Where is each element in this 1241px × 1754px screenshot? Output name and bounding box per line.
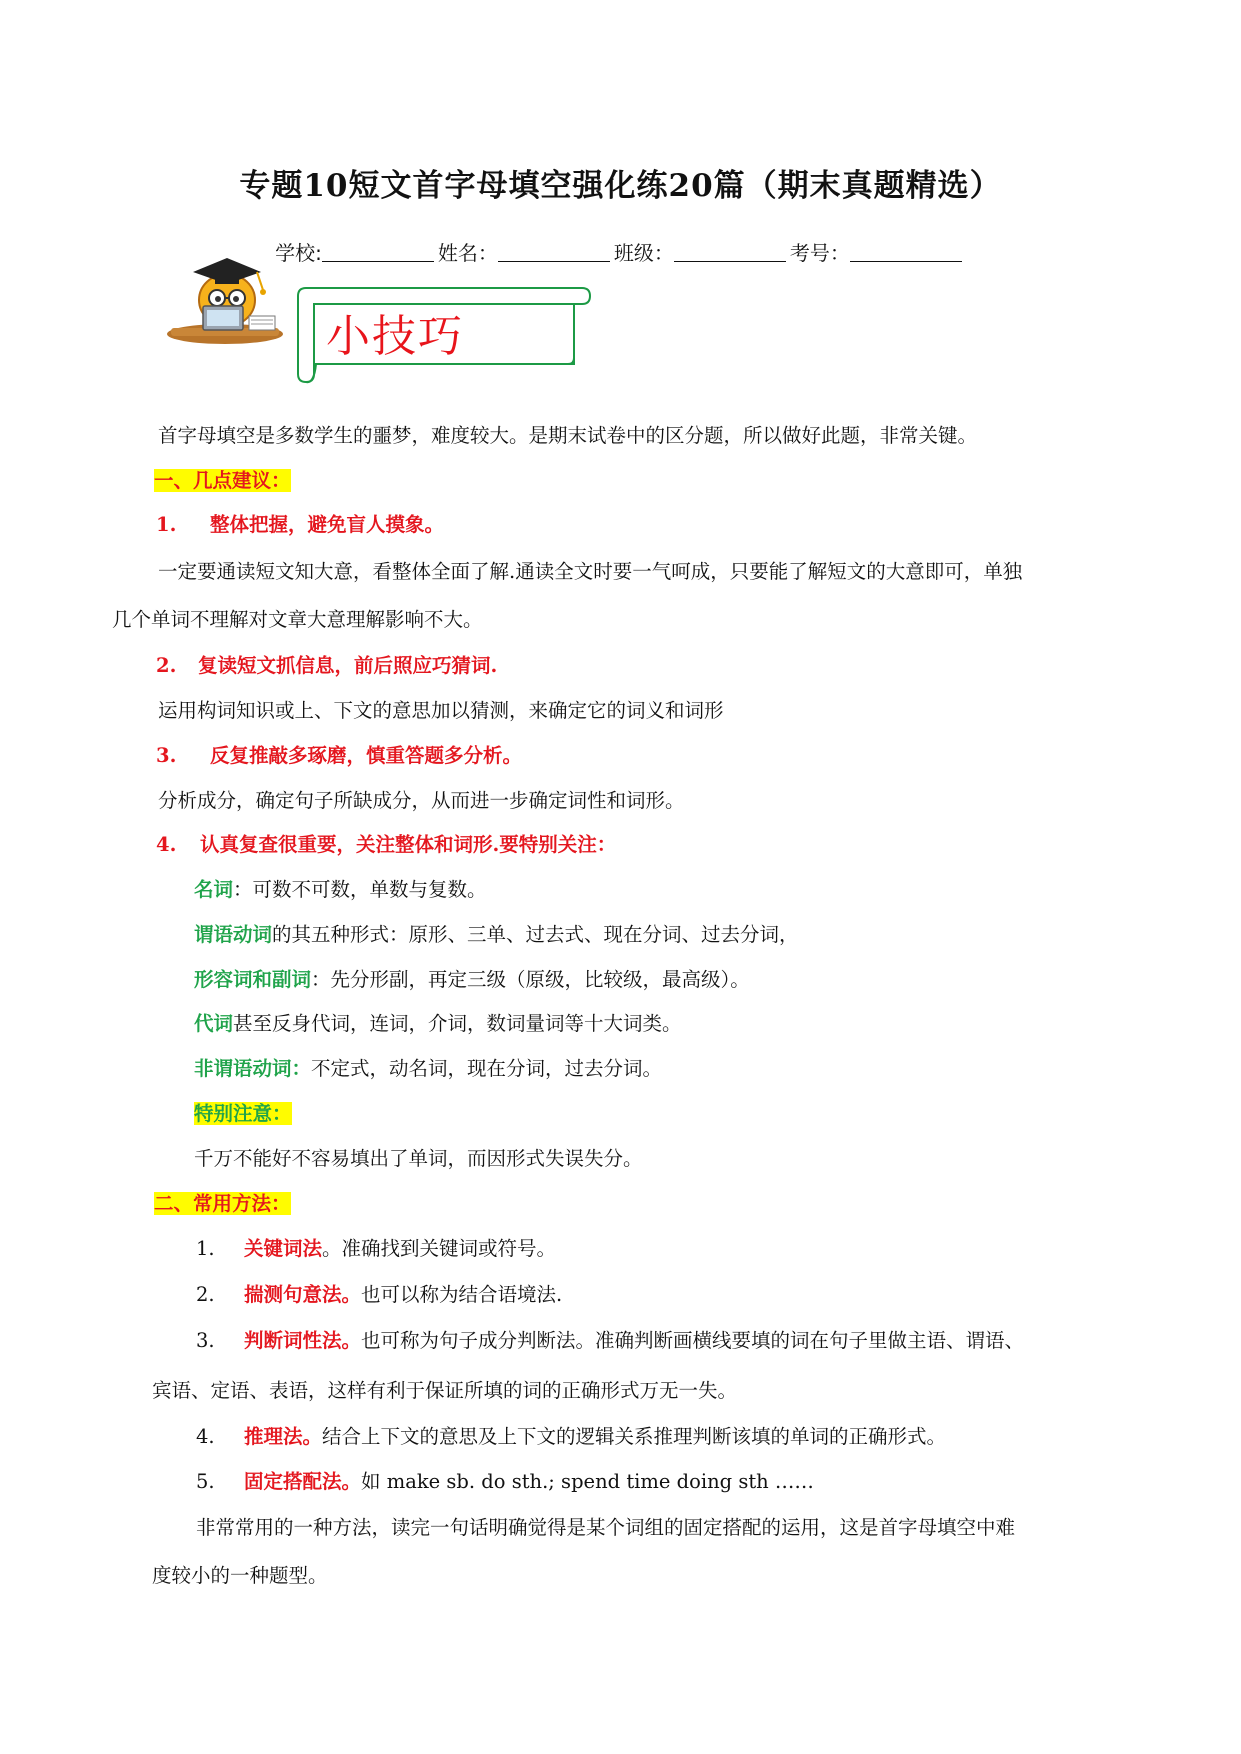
method-1: 1. 关键词法。准确找到关键词或符号。 [196, 1237, 557, 1260]
school-label: 学校: [275, 241, 322, 265]
name-blank [498, 243, 610, 262]
page-title: 专题10短文首字母填空强化练20篇（期末真题精选） [239, 168, 1002, 204]
point-3: 3. 反复推敲多琢磨，慎重答题多分析。 [156, 744, 523, 767]
point-4: 4. 认真复查很重要，关注整体和词形.要特别关注： [156, 833, 617, 856]
point-1-text-line2: 几个单词不理解对文章大意理解影响不大。 [112, 608, 483, 631]
item-nonfinite-verb: 非谓语动词：不定式，动名词，现在分词，过去分词。 [194, 1057, 663, 1080]
closing-text-line1: 非常常用的一种方法，读完一句话明确觉得是某个词组的固定搭配的运用，这是首字母填空中难 [196, 1516, 1016, 1539]
class-blank [674, 243, 786, 262]
item-verb: 谓语动词的其五种形式：原形、三单、过去式、现在分词、过去分词， [194, 923, 799, 946]
method-4: 4. 推理法。结合上下文的意思及上下文的逻辑关系推理判断该填的单词的正确形式。 [196, 1425, 947, 1448]
number-label: 考号： [789, 241, 850, 265]
point-1: 1. 整体把握，避免盲人摸象。 [156, 513, 445, 536]
class-label: 班级： [613, 241, 674, 265]
section1-heading: 一、几点建议： [154, 469, 291, 492]
mascot-student-icon [163, 250, 291, 360]
item-noun: 名词：可数不可数，单数与复数。 [194, 878, 487, 901]
name-label: 姓名： [437, 241, 498, 265]
point-1-text-line1: 一定要通读短文知大意，看整体全面了解.通读全文时要一气呵成，只要能了解短文的大意即可，单独 [158, 560, 1023, 583]
item-adjective-adverb: 形容词和副词：先分形副，再定三级（原级，比较级，最高级）。 [194, 968, 750, 991]
point-3-text: 分析成分，确定句子所缺成分，从而进一步确定词性和词形。 [158, 789, 685, 812]
closing-text-line2: 度较小的一种题型。 [152, 1564, 328, 1587]
section2-heading: 二、常用方法： [154, 1192, 291, 1215]
number-blank [850, 243, 962, 262]
banner-label: 小技巧 [326, 311, 464, 362]
special-note-text: 千万不能好不容易填出了单词，而因形式失误失分。 [194, 1147, 643, 1170]
method-3-continued: 宾语、定语、表语，这样有利于保证所填的词的正确形式万无一失。 [152, 1379, 738, 1402]
item-pronoun: 代词甚至反身代词，连词，介词，数词量词等十大词类。 [194, 1012, 682, 1035]
point-2: 2. 复读短文抓信息，前后照应巧猜词. [156, 654, 498, 677]
method-5: 5. 固定搭配法。如 make sb. do sth.; spend time doing sth …… [196, 1470, 814, 1493]
special-note-heading: 特别注意： [194, 1102, 292, 1125]
point-2-text: 运用构词知识或上、下文的意思加以猜测，来确定它的词义和词形 [158, 699, 724, 722]
method-2: 2. 揣测句意法。也可以称为结合语境法. [196, 1283, 563, 1306]
intro-text: 首字母填空是多数学生的噩梦，难度较大。是期末试卷中的区分题，所以做好此题，非常关键。 [158, 424, 978, 447]
method-3: 3. 判断词性法。也可称为句子成分判断法。准确判断画横线要填的词在句子里做主语、谓语、 [196, 1329, 1025, 1352]
school-blank [322, 243, 434, 262]
